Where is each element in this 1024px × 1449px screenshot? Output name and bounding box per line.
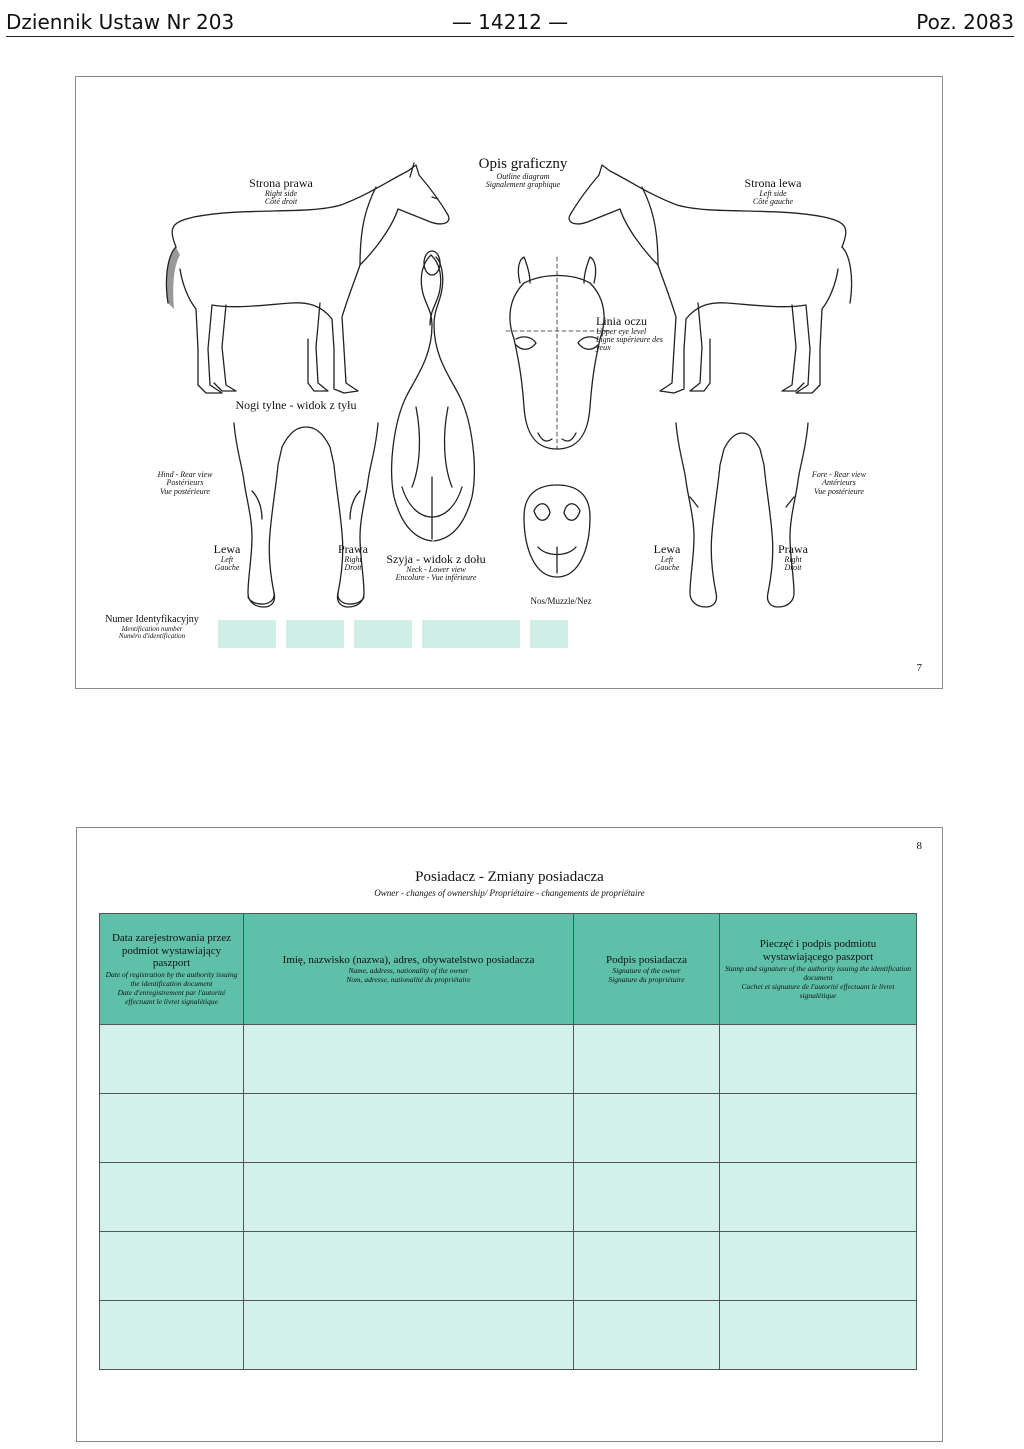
- id-number-label: Numer Identyfikacyjny Identification number Numéro d'identification: [105, 614, 199, 640]
- fore-legs-rear-view-drawing: [676, 423, 808, 607]
- table-cell[interactable]: [720, 1232, 917, 1301]
- table-row: [100, 1094, 917, 1163]
- table-cell[interactable]: [100, 1301, 244, 1370]
- table-row: [100, 1025, 917, 1094]
- muzzle-drawing: [524, 485, 590, 577]
- page-header: [6, 8, 1014, 37]
- id-box[interactable]: [218, 620, 276, 648]
- hind-legs-rear-view-drawing: [234, 423, 378, 607]
- outline-diagram-panel: [75, 76, 943, 689]
- table-cell[interactable]: [574, 1163, 720, 1232]
- eye-level-label: Linia oczu Upper eye level Ligne supérieure des yeux: [596, 314, 663, 353]
- table-cell[interactable]: [244, 1301, 574, 1370]
- table-header-row: [100, 914, 917, 1025]
- table-cell[interactable]: [720, 1094, 917, 1163]
- col-owner-details: Imię, nazwisko (nazwa), adres, obywatelstwo posiadacza Name, address, nationality of the owner Nom, adresse, nationalité du propriétaire: [244, 914, 574, 1025]
- id-box[interactable]: [286, 620, 344, 648]
- col-stamp-signature: Pieczęć i podpis podmiotu wystawiającego paszport Stamp and signature of the authority issuing the identification document Cachet et signature de l'autorité effectuant le livret signalétique: [720, 914, 917, 1025]
- table-row: [100, 1301, 917, 1370]
- head-front-view-drawing: [506, 257, 608, 449]
- table-row: [100, 1163, 917, 1232]
- left-side-label: Strona lewa Left side Côté gauche: [744, 176, 802, 206]
- table-cell[interactable]: [244, 1232, 574, 1301]
- hind-legs-label: Nogi tylne - widok z tyłu: [235, 398, 357, 412]
- panel-page-number: 8: [916, 840, 922, 852]
- fore-right-label: Prawa Right Droit: [778, 542, 808, 572]
- neck-lower-view-drawing: [392, 251, 475, 541]
- outline-diagram-title: Opis graficzny Outline diagram Signalement graphique: [478, 156, 568, 190]
- owner-table-subtitle: Owner - changes of ownership/ Propriétaire - changements de propriétaire: [374, 888, 645, 898]
- table-cell[interactable]: [574, 1232, 720, 1301]
- table-cell[interactable]: [574, 1025, 720, 1094]
- nose-label: Nos/Muzzle/Nez: [530, 596, 592, 606]
- table-cell[interactable]: [244, 1025, 574, 1094]
- hind-view-label: Hind - Rear view Postérieurs Vue postérieure: [157, 470, 213, 496]
- id-box[interactable]: [530, 620, 568, 648]
- table-row: [100, 1232, 917, 1301]
- panel-page-number: 7: [916, 662, 922, 674]
- table-cell[interactable]: [100, 1232, 244, 1301]
- table-cell[interactable]: [574, 1301, 720, 1370]
- id-box[interactable]: [422, 620, 520, 648]
- journal-title: Dziennik Ustaw Nr 203: [6, 10, 235, 34]
- fore-left-label: Lewa Left Gauche: [653, 542, 681, 572]
- table-cell[interactable]: [574, 1094, 720, 1163]
- hind-left-label: Lewa Left Gauche: [213, 542, 241, 572]
- table-cell[interactable]: [720, 1163, 917, 1232]
- id-number-boxes: [218, 620, 568, 648]
- table-cell[interactable]: [100, 1025, 244, 1094]
- owner-table-title: Posiadacz - Zmiany posiadacza: [415, 869, 604, 885]
- position-number: Poz. 2083: [916, 10, 1014, 34]
- owner-changes-table: [99, 913, 917, 1370]
- table-cell[interactable]: [720, 1301, 917, 1370]
- table-cell[interactable]: [720, 1025, 917, 1094]
- owner-changes-panel: [76, 827, 943, 1442]
- table-cell[interactable]: [100, 1094, 244, 1163]
- table-cell[interactable]: [100, 1163, 244, 1232]
- table-cell[interactable]: [244, 1094, 574, 1163]
- hind-right-label: Prawa Right Droit: [338, 542, 368, 572]
- fore-view-label: Fore - Rear view Antérieurs Vue postérieure: [811, 470, 867, 496]
- col-registration-date: Data zarejestrowania przez podmiot wystawiający paszport Date of registration by the authority issuing the identification document Date d'enregistrement par l'autorité effectuant le livret signalétique: [100, 914, 244, 1025]
- table-cell[interactable]: [244, 1163, 574, 1232]
- page-number: — 14212 —: [451, 10, 569, 34]
- right-side-label: Strona prawa Right side Côté droit: [249, 176, 313, 206]
- col-owner-signature: Podpis posiadacza Signature of the owner Signature du propriétaire: [574, 914, 720, 1025]
- neck-view-label: Szyja - widok z dołu Neck - Lower view Encolure - Vue inférieure: [386, 552, 486, 582]
- id-box[interactable]: [354, 620, 412, 648]
